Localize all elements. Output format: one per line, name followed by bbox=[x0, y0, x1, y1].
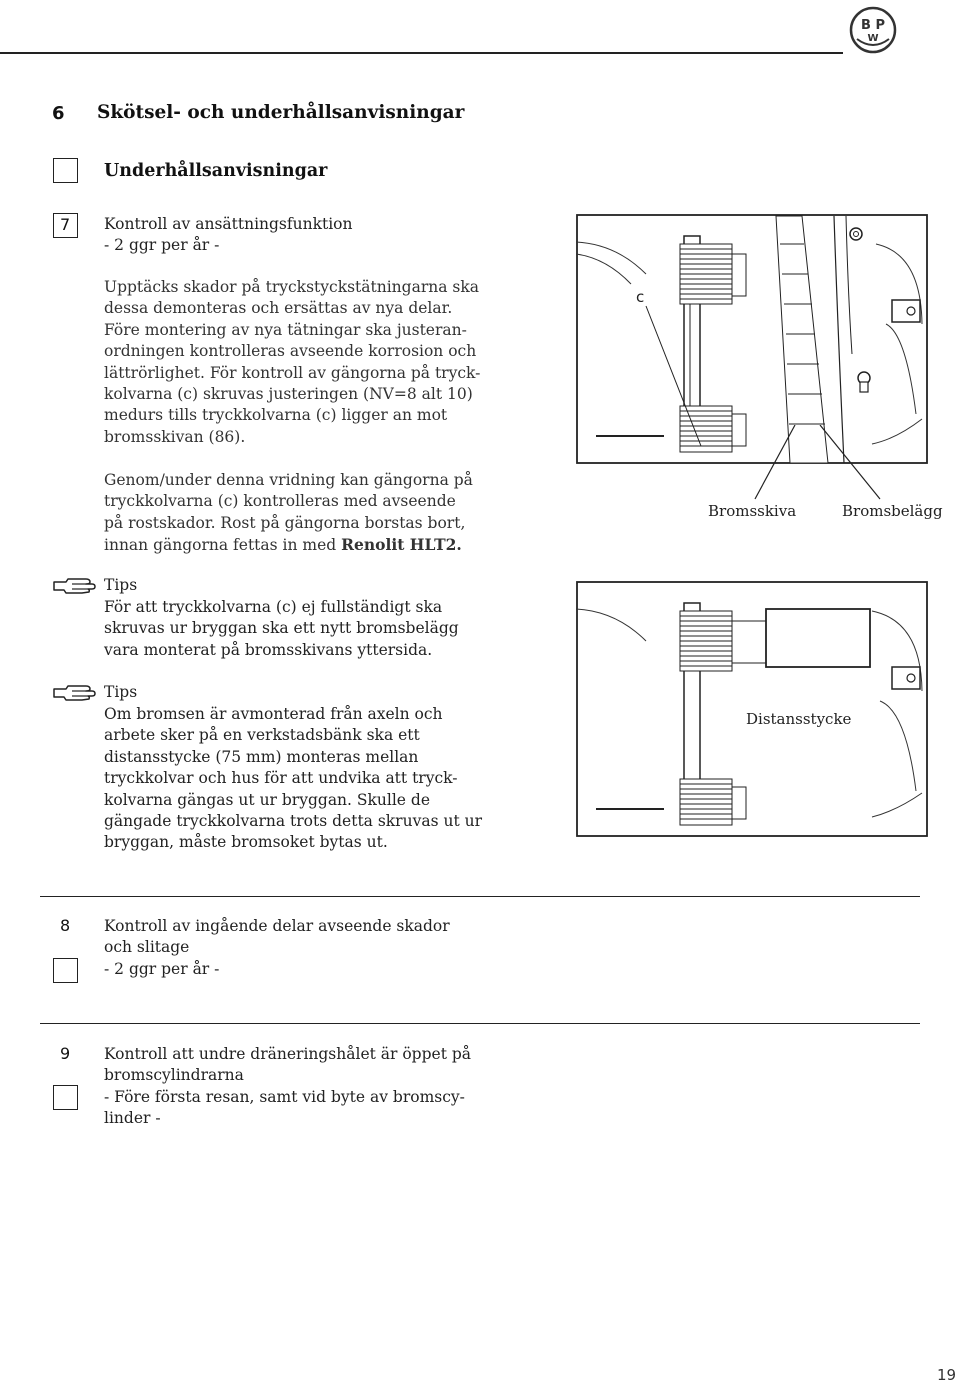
svg-text:B P: B P bbox=[861, 18, 885, 33]
text-line: medurs tills tryckkolvarna (c) ligger an mot bbox=[104, 406, 448, 425]
subsection-title: Underhållsanvisningar bbox=[104, 161, 328, 181]
text-line: Om bromsen är avmonterad från axeln och bbox=[104, 705, 443, 723]
section-title: Skötsel- och underhållsanvisningar bbox=[97, 102, 465, 123]
tip-2-text bbox=[104, 704, 482, 854]
section-number: 6 bbox=[52, 103, 65, 124]
text-line: distansstycke (75 mm) monteras mellan bbox=[104, 747, 419, 766]
item-7-paragraph-2 bbox=[104, 470, 473, 557]
text-line: - 2 ggr per år - bbox=[104, 959, 220, 978]
text-line: bromsskivan (86). bbox=[104, 427, 246, 446]
page-number: 19 bbox=[937, 1366, 957, 1384]
text-line: Upptäcks skador på tryckstyckstätningarna ska bbox=[104, 278, 479, 296]
tip-1-label: Tips bbox=[104, 576, 138, 594]
text-line: tryckkolvar och hus för att undvika att tryck- bbox=[104, 769, 458, 788]
text-line: dessa demonteras och ersättas av nya delar. bbox=[104, 299, 453, 318]
pointing-hand-icon bbox=[52, 576, 96, 596]
text-line: linder - bbox=[104, 1109, 161, 1128]
text-line: bromscylindrarna bbox=[104, 1066, 244, 1085]
text-line: tryckkolvarna (c) kontrolleras med avseende bbox=[104, 492, 456, 511]
item-9-text bbox=[104, 1044, 471, 1130]
figure-leader-lines bbox=[700, 425, 940, 505]
text-line: gängade tryckkolvarna trots detta skruvas ut ur bbox=[104, 812, 482, 831]
text-line: Kontroll att undre dräneringshålet är öppet på bbox=[104, 1045, 472, 1063]
figure-spacer bbox=[576, 581, 928, 837]
tip-1-text bbox=[104, 597, 459, 661]
text-line: och slitage bbox=[104, 938, 190, 957]
text-line: kolvarna (c) skruvas justeringen (NV=8 alt 10) bbox=[104, 385, 473, 404]
text-line: Kontroll av ingående delar avseende skador bbox=[104, 917, 450, 935]
text-line: arbete sker på en verkstadsbänk ska ett bbox=[104, 726, 420, 745]
text-line: Före montering av nya tätningar ska justeran- bbox=[104, 320, 467, 339]
text-line: ordningen kontrolleras avseende korrosion och bbox=[104, 342, 477, 361]
text-line: - Före första resan, samt vid byte av bromscy- bbox=[104, 1087, 465, 1106]
item-8-rule bbox=[40, 896, 920, 897]
label-distansstycke: Distansstycke bbox=[746, 710, 852, 728]
figure-letter-c: c bbox=[636, 288, 645, 306]
item-9-number: 9 bbox=[60, 1044, 71, 1063]
item-9-rule bbox=[40, 1023, 920, 1024]
label-bromsbelagg: Bromsbelägg bbox=[842, 502, 943, 520]
item-7-title: Kontroll av ansättningsfunktion bbox=[104, 215, 353, 233]
pointing-hand-icon bbox=[52, 683, 96, 703]
item-7-number: 7 bbox=[60, 215, 71, 234]
text-line bbox=[104, 534, 473, 556]
checkbox-item-8[interactable] bbox=[53, 958, 78, 983]
text-line: kolvarna gängas ut ur bryggan. Skulle de bbox=[104, 790, 430, 809]
text-line: lättrörlighet. För kontroll av gängorna på tryck- bbox=[104, 363, 481, 382]
text-line: Genom/under denna vridning kan gängorna på bbox=[104, 471, 473, 489]
tip-2-label: Tips bbox=[104, 683, 138, 701]
text-line: skruvas ur bryggan ska ett nytt bromsbelägg bbox=[104, 619, 459, 638]
bpw-logo bbox=[843, 5, 903, 55]
text-line: på rostskador. Rost på gängorna borstas bort, bbox=[104, 513, 466, 532]
item-8-text bbox=[104, 916, 450, 980]
label-bromsskiva: Bromsskiva bbox=[708, 502, 797, 520]
text-line-start: innan gängorna fettas in med bbox=[104, 536, 337, 555]
header-rule bbox=[0, 52, 843, 54]
item-7-interval: - 2 ggr per år - bbox=[104, 236, 220, 254]
item-8-number: 8 bbox=[60, 916, 71, 935]
item-7-paragraph-1 bbox=[104, 277, 480, 448]
renolit-product: Renolit HLT2. bbox=[341, 535, 462, 555]
text-line: För att tryckkolvarna (c) ej fullständigt ska bbox=[104, 598, 443, 616]
checkbox-item-9[interactable] bbox=[53, 1085, 78, 1110]
checkbox-subsection[interactable] bbox=[53, 158, 78, 183]
text-line: bryggan, måste bromsoket bytas ut. bbox=[104, 833, 388, 852]
svg-text:W: W bbox=[867, 33, 879, 44]
text-line: vara monterat på bromsskivans yttersida. bbox=[104, 640, 433, 659]
